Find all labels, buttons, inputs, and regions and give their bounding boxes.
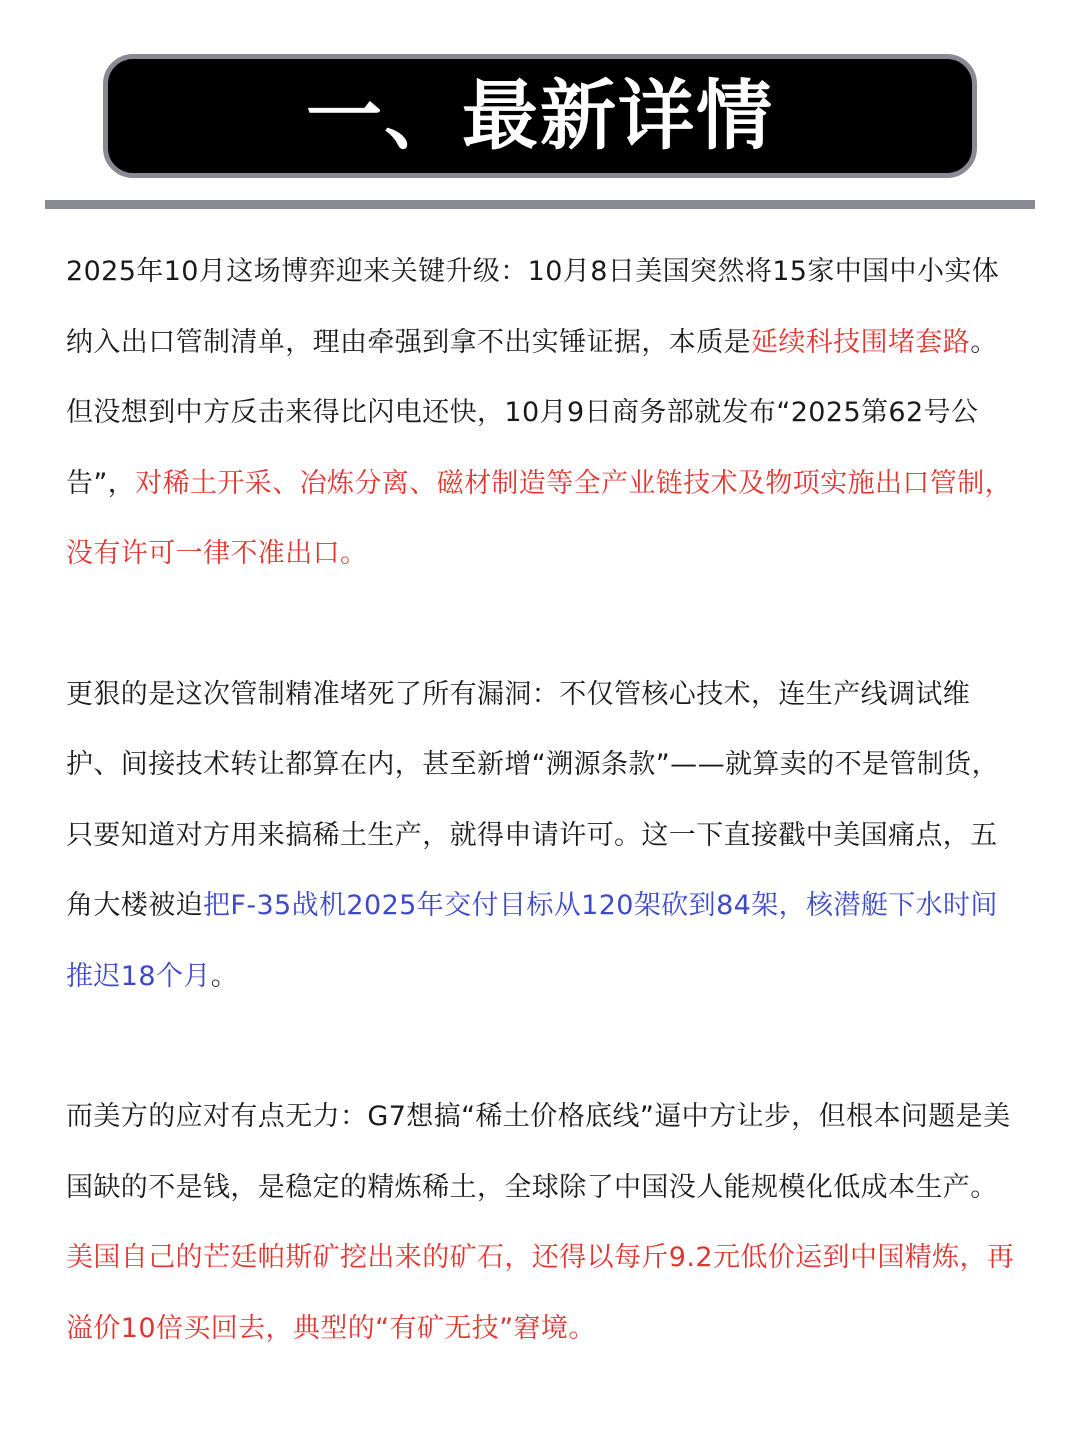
title-banner	[103, 54, 977, 178]
paragraph-1-text: 2025年10月这场博弈迎来关键升级：10月8日美国突然将15家中国中小实体纳入出口管制清单，理由牵强到拿不出实锤证据，本质是	[66, 256, 1000, 358]
paragraph-3-highlight-mountain-pass: 美国自己的芒廷帕斯矿挖出来的矿石，还得以每斤9.2元低价运到中国精炼，再溢价10倍买回去，典型的“有矿无技”窘境。	[66, 1242, 1015, 1344]
paragraph-1	[66, 237, 1024, 590]
paragraph-1-highlight-export-control: 对稀土开采、冶炼分离、磁材制造等全产业链技术及物项实施出口管制，没有许可一律不准出口。	[66, 467, 1013, 569]
paragraph-1-text-cont: 。但没想到中方反击来得比闪电还快，10月9日商务部就发布“2025第62号公告”，	[66, 326, 998, 499]
header-divider	[45, 200, 1035, 209]
paragraph-2-highlight-f35: 把F-35战机2025年交付目标从120架砍到84架，核潜艇下水时间推迟18个月	[66, 890, 998, 992]
paragraph-2-text: 更狠的是这次管制精准堵死了所有漏洞：不仅管核心技术，连生产线调试维护、间接技术转让都算在内，甚至新增“溯源条款”——就算卖的不是管制货，只要知道对方用来搞稀土生产，就得申请许可。这一下直接戳中美国痛点，五角大楼被迫	[66, 678, 999, 921]
paragraph-3-text: 而美方的应对有点无力：G7想搞“稀土价格底线”逼中方让步，但根本问题是美国缺的不是钱，是稳定的精炼稀土，全球除了中国没人能规模化低成本生产。	[66, 1101, 1011, 1203]
paragraph-1-highlight-tech-containment: 延续科技围堵套路	[751, 326, 971, 358]
paragraph-2	[66, 660, 1024, 1013]
article-body	[66, 237, 1024, 1364]
paragraph-2-text-end: 。	[210, 960, 239, 992]
page-title: 一、最新详情	[306, 71, 774, 160]
paragraph-3	[66, 1082, 1024, 1364]
